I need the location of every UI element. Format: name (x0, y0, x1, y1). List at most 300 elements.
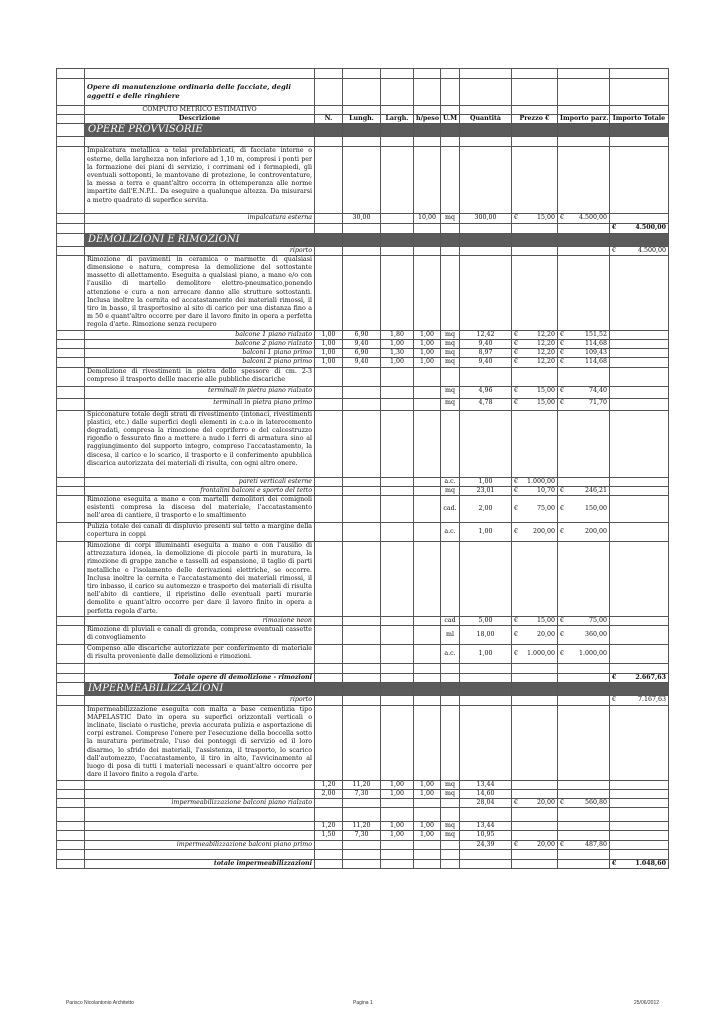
table-cell (610, 410, 669, 477)
table-cell (558, 106, 610, 115)
table-cell (57, 799, 85, 808)
table-cell (610, 822, 669, 831)
table-cell: 1,00 (414, 349, 441, 358)
document-subtitle: COMPUTO METRICO ESTIMATIVO (85, 106, 315, 115)
table-cell (558, 523, 610, 542)
table-cell (85, 780, 315, 789)
table-cell: 2,00 (315, 789, 343, 798)
table-cell: frontalini balconi e sporto del tetto (85, 486, 315, 495)
table-cell (381, 410, 414, 477)
cell-text: 75,00 (588, 617, 607, 625)
col-quantita: Quantità (460, 115, 512, 124)
estimate-sheet (56, 68, 668, 869)
table-cell (315, 69, 343, 79)
table-cell (343, 106, 381, 115)
table-cell (558, 367, 610, 386)
table-cell (558, 683, 610, 696)
table-cell (57, 69, 85, 79)
cell-text: € (514, 799, 519, 807)
table-cell: balconi 1 piano primo (85, 349, 315, 358)
table-cell (414, 808, 441, 822)
table-cell (414, 255, 441, 330)
cell-text: € (560, 617, 565, 625)
table-cell (610, 683, 669, 696)
footer-author: Parisco Nicolantonio Architetto (66, 1000, 134, 1006)
table-cell (610, 799, 669, 808)
footer-page-number: Pagina 1 (353, 1000, 373, 1006)
table-cell (315, 674, 343, 683)
table-cell (558, 496, 610, 523)
table-cell (414, 859, 441, 868)
table-cell (512, 223, 558, 233)
table-cell (315, 849, 343, 859)
table-cell (558, 789, 610, 798)
table-cell (512, 849, 558, 859)
table-cell (381, 386, 414, 398)
cell-text: 7.167,63 (637, 696, 666, 704)
section-banner-demolizioni (57, 233, 669, 246)
cell-text: 20,00 (536, 799, 555, 807)
table-cell: impermeabilizzazione balconi piano rialzato (85, 799, 315, 808)
table-cell (558, 477, 610, 486)
table-cell (441, 696, 460, 705)
table-cell (315, 106, 343, 115)
table-cell (315, 233, 343, 246)
table-cell: 10,00 (414, 214, 441, 223)
table-cell (558, 542, 610, 617)
table-cell (558, 358, 610, 367)
table-cell: 1,00 (414, 780, 441, 789)
table-cell (343, 859, 381, 868)
table-cell (512, 106, 558, 115)
table-cell: cad (441, 617, 460, 626)
section-total-row (57, 674, 669, 683)
cell-text: 151,52 (584, 330, 607, 338)
table-cell (512, 496, 558, 523)
table-cell (57, 664, 85, 674)
measure-row (57, 831, 669, 840)
table-cell (610, 840, 669, 849)
item-row (57, 523, 669, 542)
table-cell (512, 233, 558, 246)
table-cell (512, 664, 558, 674)
table-cell (315, 626, 343, 645)
table-cell: 1,00 (381, 358, 414, 367)
table-cell (343, 137, 381, 147)
table-cell (343, 696, 381, 705)
table-cell (343, 246, 381, 255)
cell-text: € (514, 527, 519, 535)
table-cell: 1,00 (381, 822, 414, 831)
col-um: U.M (441, 115, 460, 124)
table-cell (558, 626, 610, 645)
item-description-row (57, 367, 669, 386)
table-cell (315, 496, 343, 523)
cell-text: 75,00 (536, 504, 555, 512)
table-cell (57, 840, 85, 849)
table-cell (381, 696, 414, 705)
table-cell (512, 808, 558, 822)
table-cell (610, 496, 669, 523)
table-cell: 11,20 (343, 822, 381, 831)
table-cell: 1,00 (414, 789, 441, 798)
measure-row (57, 398, 669, 410)
table-cell (441, 542, 460, 617)
table-cell (460, 246, 512, 255)
subtotal-row (57, 840, 669, 849)
table-cell (315, 523, 343, 542)
item-description: Rimozione eseguita a mano e con martelli demolitori dei comignoli esistenti compresa la discesa del materiale, l'accatastamento nell'area di cantiere, il trasporto e lo smaltimento (85, 496, 315, 523)
table-cell (512, 255, 558, 330)
table-cell (57, 477, 85, 486)
table-cell: balconi 2 piano primo (85, 358, 315, 367)
table-cell (414, 523, 441, 542)
table-cell: mq (441, 486, 460, 495)
blank-row (57, 808, 669, 822)
table-cell (610, 124, 669, 137)
table-cell (441, 859, 460, 868)
table-cell (610, 789, 669, 798)
table-cell (343, 410, 381, 477)
table-cell: 1,00 (315, 349, 343, 358)
subtotal-row (57, 799, 669, 808)
table-cell: 7,30 (343, 789, 381, 798)
table-cell (315, 645, 343, 664)
table-cell (57, 789, 85, 798)
table-cell (558, 386, 610, 398)
table-cell (414, 106, 441, 115)
table-cell (57, 79, 85, 106)
measure-row (57, 330, 669, 339)
table-cell: 6,90 (343, 349, 381, 358)
table-cell: terminali in pietra piano rialzato (85, 386, 315, 398)
table-cell (512, 626, 558, 645)
table-cell (85, 223, 315, 233)
table-cell (381, 799, 414, 808)
table-cell (57, 214, 85, 223)
table-cell: 1,00 (315, 340, 343, 349)
cell-text: € (560, 214, 565, 222)
table-cell (512, 780, 558, 789)
table-cell (343, 69, 381, 79)
table-cell (381, 477, 414, 486)
table-cell (610, 79, 669, 106)
table-cell (460, 674, 512, 683)
table-cell (610, 367, 669, 386)
table-cell (343, 683, 381, 696)
table-cell: 300,00 (460, 214, 512, 223)
cell-text: € (514, 214, 519, 222)
table-cell (558, 246, 610, 255)
table-cell (57, 410, 85, 477)
table-cell: 23,01 (460, 486, 512, 495)
item-description: Rimozione di pavimenti in ceramica o marmette di qualsiasi dimensione e natura, compresa la demolizione del sottostante massetto di allettamento. Eseguita a qualsiasi piano, a mano e/o con l'ausilio di martello demolitore elettro-pneumatico,ponendo attenzione e cura a non arrecare danno alle strutture sottostanti. Inclusa inoltre la cernita ed accatastamento dei materiali rimossi, il tiro in basso, il trasportosino al sito di carico per una distanza fino a m 50 e quant'altro occorre per dare il lavoro finito in opera a perfetta regola d'arte. Rimozione senza recupero (85, 255, 315, 330)
cell-text: € (560, 398, 565, 406)
table-cell (441, 69, 460, 79)
cell-text: € (612, 859, 617, 867)
table-cell: 28,04 (460, 799, 512, 808)
cell-text: € (560, 840, 565, 848)
table-cell (460, 137, 512, 147)
table-cell (441, 255, 460, 330)
table-cell (512, 398, 558, 410)
table-cell (315, 79, 343, 106)
table-cell (343, 255, 381, 330)
table-cell (610, 617, 669, 626)
table-cell (343, 79, 381, 106)
section-banner-impermeabilizzazioni (57, 683, 669, 696)
table-cell (441, 664, 460, 674)
table-cell (381, 496, 414, 523)
col-largh: Largh. (381, 115, 414, 124)
table-cell (315, 124, 343, 137)
col-descrizione: Descrizione (85, 115, 315, 124)
table-cell (343, 674, 381, 683)
table-cell (558, 808, 610, 822)
table-cell (460, 233, 512, 246)
table-cell: totale impermeabilizzazioni (85, 859, 315, 868)
table-cell (512, 358, 558, 367)
table-cell: pareti verticali esterne (85, 477, 315, 486)
table-cell: a.c. (441, 645, 460, 664)
page-footer (0, 1000, 725, 1010)
table-cell: 6,90 (343, 330, 381, 339)
table-cell (381, 617, 414, 626)
table-cell (343, 523, 381, 542)
table-cell (343, 799, 381, 808)
table-cell (57, 358, 85, 367)
table-cell (381, 367, 414, 386)
cell-text: 4.500,00 (637, 246, 666, 254)
table-cell (381, 664, 414, 674)
table-cell: mq (441, 398, 460, 410)
cell-text: € (560, 486, 565, 494)
table-cell (558, 617, 610, 626)
table-cell: 1,00 (414, 330, 441, 339)
table-cell (343, 705, 381, 780)
table-cell (558, 233, 610, 246)
table-cell (343, 386, 381, 398)
table-cell: 1,50 (315, 831, 343, 840)
cell-text: € (514, 486, 519, 494)
col-hpeso: h/peso (414, 115, 441, 124)
cell-text: 12,20 (536, 349, 555, 357)
table-cell (315, 696, 343, 705)
document-title-row (57, 79, 669, 106)
measure-row (57, 340, 669, 349)
item-description-row (57, 705, 669, 780)
col-n: N. (315, 115, 343, 124)
cell-text: € (560, 340, 565, 348)
measure-row (57, 789, 669, 798)
table-cell: mq (441, 340, 460, 349)
table-cell (315, 683, 343, 696)
table-cell (315, 214, 343, 223)
cell-text: 10,70 (536, 486, 555, 494)
table-cell: 7,30 (343, 831, 381, 840)
table-cell (57, 340, 85, 349)
table-cell (57, 246, 85, 255)
item-description: Pulizia totale dei canali di displuvio presenti sul tetto a margine della copertura in coppi (85, 523, 315, 542)
table-cell (343, 477, 381, 486)
table-cell (414, 705, 441, 780)
item-description: Spicconature totale degli strati di rivestimento (intonaci, rivestimenti plastici, etc.) dalle superfici degli elementi in c.a.o in laterocemento degradati, compresa la rimozione del copriferro e del calcestruzzo rigonfio o fessurato fino a mettere a nudo i ferri di armatura sino al raggiungimento del supporto integro, compreso l'accatastamento, la discesa, il carico e lo scarico, il trasporto e il conferimento apubblica discarica autorizzata dei materiali di risulta, con ogni altro onere. (85, 410, 315, 477)
table-cell: 5,00 (460, 617, 512, 626)
table-cell: mq (441, 330, 460, 339)
table-cell (460, 124, 512, 137)
cell-text: 200,00 (532, 527, 555, 535)
table-cell (512, 840, 558, 849)
section-banner-provvisorie (57, 124, 669, 137)
item-description: Impermeabilizzazione eseguita con malta a base cementizia tipo MAPELASTIC Dato in opera su superfici orizzontali verticali o inclinate, lisciate o rustiche, previa accurata pulizia e asportazione di corpi estranei. Compreso l'onere per l'esecuzione della boccella sotto la muratura perimetrale, l'uso dei ponteggi di servizio ed il loro disarmo, lo sfrido dei materiali, l'assistenza, il trasporto, lo scarico dall'automezzo, l'accatastamento, il tiro in alto, l'avvicinamento al luogo di posa di tutti i materiali necessari e quant'altro occorre per dare il lavoro finito a regola d'arte. (85, 705, 315, 780)
table-cell (460, 147, 512, 214)
table-cell (343, 233, 381, 246)
table-cell (441, 106, 460, 115)
table-cell (460, 69, 512, 79)
table-cell (460, 705, 512, 780)
table-cell (414, 840, 441, 849)
section-title: IMPERMEABILIZZAZIONI (85, 683, 315, 696)
item-description-row (57, 410, 669, 477)
table-cell (57, 223, 85, 233)
table-cell (85, 831, 315, 840)
cell-text: € (514, 398, 519, 406)
table-cell (512, 147, 558, 214)
table-cell (512, 137, 558, 147)
table-cell (85, 808, 315, 822)
cell-text: € (514, 340, 519, 348)
cell-text: € (514, 386, 519, 394)
table-cell (85, 789, 315, 798)
table-cell (460, 664, 512, 674)
table-cell (414, 674, 441, 683)
table-cell (558, 849, 610, 859)
cell-text: € (612, 246, 617, 254)
table-cell (610, 486, 669, 495)
table-cell (558, 124, 610, 137)
table-cell (57, 859, 85, 868)
table-cell (610, 137, 669, 147)
table-cell (441, 705, 460, 780)
table-cell (414, 799, 441, 808)
table-cell (343, 626, 381, 645)
cell-text: 15,00 (536, 214, 555, 222)
table-cell (512, 124, 558, 137)
table-cell (512, 645, 558, 664)
table-cell (558, 799, 610, 808)
table-cell (315, 137, 343, 147)
table-cell (460, 223, 512, 233)
table-cell (558, 822, 610, 831)
table-cell (57, 386, 85, 398)
item-description: Rimozione di pluviali e canali di gronda, comprese eventuali cassette di convogliamento (85, 626, 315, 645)
table-cell: 1,00 (315, 330, 343, 339)
table-cell (460, 255, 512, 330)
table-cell (610, 349, 669, 358)
table-cell (381, 106, 414, 115)
table-cell (343, 808, 381, 822)
table-cell (315, 705, 343, 780)
table-cell (85, 69, 315, 79)
table-cell (441, 410, 460, 477)
table-cell: 1,80 (381, 330, 414, 339)
table-cell: 24,39 (460, 840, 512, 849)
table-cell (414, 664, 441, 674)
table-cell (57, 674, 85, 683)
table-cell (610, 214, 669, 223)
table-cell (441, 808, 460, 822)
table-cell: 11,20 (343, 780, 381, 789)
table-cell (57, 705, 85, 780)
table-cell (610, 398, 669, 410)
table-cell (512, 246, 558, 255)
table-cell (57, 137, 85, 147)
table-cell (414, 147, 441, 214)
table-cell: 9,40 (460, 358, 512, 367)
table-cell (57, 696, 85, 705)
table-cell (610, 831, 669, 840)
table-cell (381, 79, 414, 106)
table-cell: 4,96 (460, 386, 512, 398)
table-cell: a.c. (441, 477, 460, 486)
cell-text: 487,80 (584, 840, 607, 848)
table-cell (512, 330, 558, 339)
table-cell (381, 69, 414, 79)
table-cell (460, 696, 512, 705)
table-cell: 1,00 (414, 822, 441, 831)
table-cell: 10,95 (460, 831, 512, 840)
table-cell (57, 115, 85, 124)
table-cell: 1,00 (381, 789, 414, 798)
table-cell (512, 799, 558, 808)
table-cell (558, 349, 610, 358)
table-cell (441, 147, 460, 214)
table-cell (558, 410, 610, 477)
table-cell (610, 674, 669, 683)
table-cell (315, 840, 343, 849)
table-cell (558, 137, 610, 147)
table-cell (610, 645, 669, 664)
cell-text: € (514, 650, 519, 658)
table-cell (610, 705, 669, 780)
measure-row (57, 822, 669, 831)
table-cell (381, 849, 414, 859)
table-cell (414, 542, 441, 617)
cell-text: € (560, 358, 565, 366)
table-cell: cad. (441, 496, 460, 523)
table-cell (441, 674, 460, 683)
cell-text: 74,40 (588, 386, 607, 394)
table-cell (610, 147, 669, 214)
table-cell (381, 840, 414, 849)
table-cell (558, 486, 610, 495)
table-cell (512, 542, 558, 617)
table-cell: 1,00 (460, 477, 512, 486)
table-cell (315, 398, 343, 410)
table-cell: Totale opere di demolizione - rimozioni (85, 674, 315, 683)
table-cell: terminali in pietra piano primo (85, 398, 315, 410)
table-cell (381, 255, 414, 330)
table-cell (381, 233, 414, 246)
table-cell (558, 705, 610, 780)
table-cell (441, 79, 460, 106)
cell-text: 114,68 (584, 340, 607, 348)
section-total-row (57, 223, 669, 233)
table-cell (414, 683, 441, 696)
table-cell (512, 214, 558, 223)
table-cell (381, 124, 414, 137)
cell-text: 4.500,00 (578, 214, 607, 222)
